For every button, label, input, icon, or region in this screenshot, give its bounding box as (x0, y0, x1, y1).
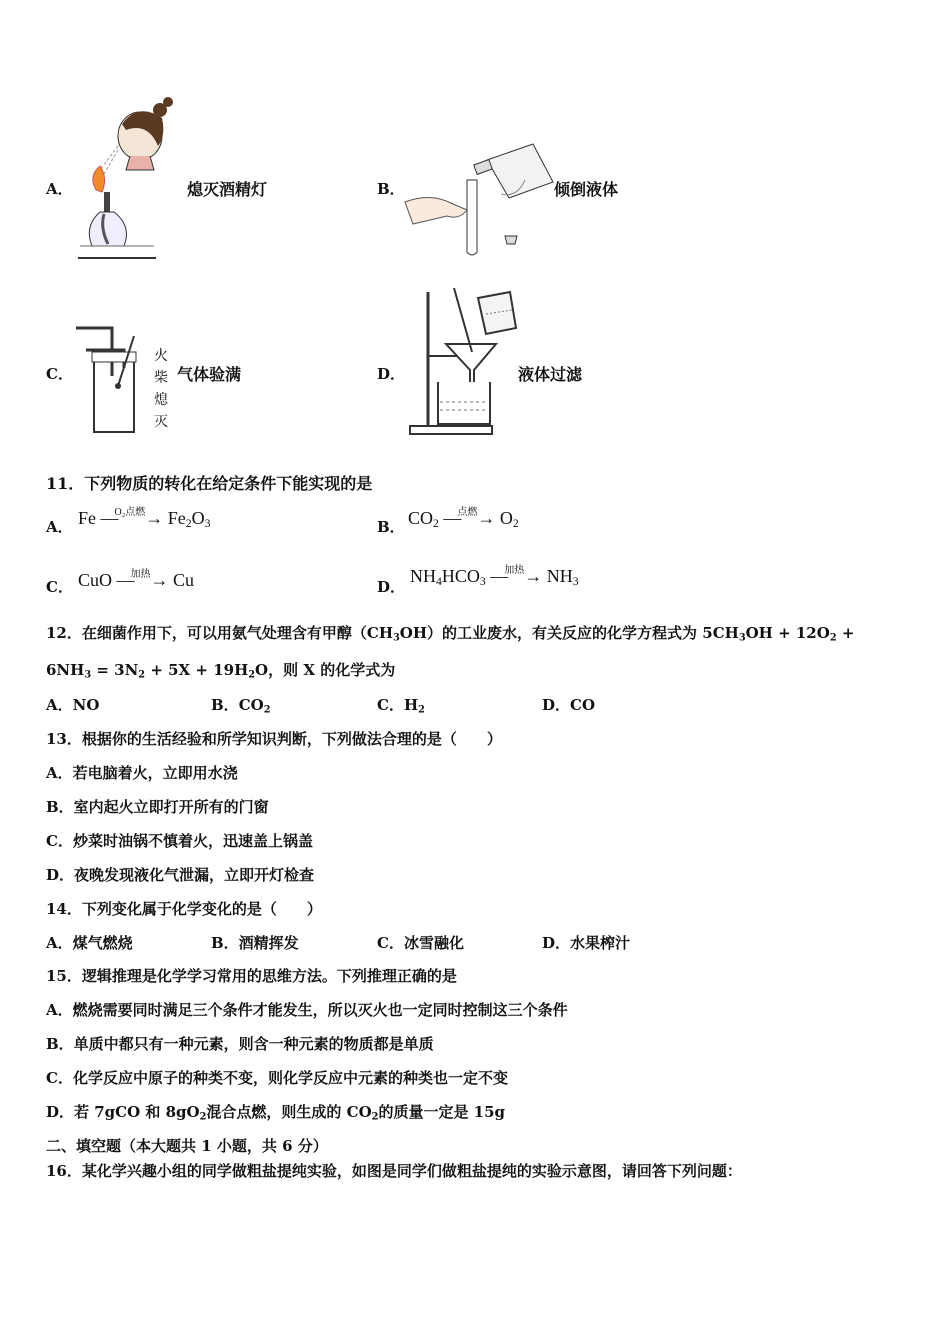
subscript: 2 (418, 704, 425, 716)
text: OH + 12O (745, 624, 830, 642)
subscript: 2 (433, 516, 439, 530)
q12-option-a[interactable] (46, 694, 99, 715)
subscript: 3 (738, 632, 746, 644)
subscript: 4 (436, 574, 442, 588)
q11-option-c-letter[interactable]: C． (46, 578, 73, 596)
subscript: 2 (829, 632, 837, 644)
gas-check-vertical-note (154, 345, 172, 433)
figure-pour-liquid-icon (405, 140, 555, 258)
q11-stem: 11．下列物质的转化在给定条件下能实现的是 (46, 474, 373, 493)
subscript: 2 (512, 516, 519, 530)
q15-option-c[interactable]: C．化学反应中原子的种类不变，则化学反应中元素的种类也一定不变 (46, 1069, 508, 1087)
q15-option-b[interactable]: B．单质中都只有一种元素，则含一种元素的物质都是单质 (46, 1035, 434, 1053)
q11-option-a-formula: Fe —$^{O_2点燃}$→ $Fe_2O_3$ (78, 507, 211, 530)
subscript: 2 (185, 516, 192, 530)
q14-option-c[interactable]: C．冰雪融化 (377, 934, 464, 952)
q14-option-a[interactable]: A．煤气燃烧 (46, 934, 133, 952)
subscript: 2 (199, 1111, 207, 1123)
subscript: 3 (393, 632, 400, 644)
option-text: CO (238, 696, 264, 714)
q15-stem: 15．逻辑推理是化学学习常用的思维方法。下列推理正确的是 (46, 967, 457, 985)
q13-option-b[interactable]: B．室内起火立即打开所有的门窗 (46, 798, 269, 816)
section-heading: 二、填空题（本大题共 1 小题，共 6 分） (46, 1137, 328, 1155)
q14-option-b[interactable]: B．酒精挥发 (211, 934, 299, 952)
q12-option-b[interactable] (211, 694, 271, 715)
option-text: H (403, 696, 419, 714)
q12-option-d[interactable] (542, 694, 595, 715)
subscript: 2 (138, 669, 146, 681)
option-letter: C． (377, 696, 404, 714)
figure-blow-out-lamp-icon (78, 96, 188, 262)
q11-option-c-formula: CuO —$^{加热}$→ Cu (78, 569, 195, 590)
q12-stem-line2 (46, 659, 395, 680)
text: 混合点燃，则生成的 CO (206, 1103, 372, 1121)
q11-option-d-letter[interactable]: D． (377, 578, 406, 596)
q11-option-a-letter[interactable]: A． (46, 518, 73, 536)
text: + (836, 624, 855, 642)
q10-option-c-letter[interactable]: C． (46, 365, 73, 383)
reaction-condition: 加热 (130, 569, 151, 580)
reactant: CuO (78, 570, 113, 590)
text: 6NH (46, 661, 85, 679)
subscript: 3 (572, 574, 579, 588)
subscript: 2 (371, 1111, 379, 1123)
product: Cu (173, 570, 195, 590)
option-text: CO (570, 696, 596, 714)
text: 的质量一定是 15g (378, 1103, 506, 1121)
text: O，则 X 的化学式为 (255, 661, 396, 679)
subscript: 3 (204, 516, 211, 530)
vertical-note-char: 柴 (154, 370, 168, 386)
reactant: CO (408, 508, 434, 528)
q12-option-c[interactable] (377, 694, 425, 715)
option-text: NO (72, 696, 100, 714)
reaction-condition: O₂点燃 (114, 507, 146, 518)
q10-option-a-caption: 熄灭酒精灯 (187, 180, 268, 199)
reactant: HCO (441, 566, 480, 586)
reaction-condition: 点燃 (457, 507, 478, 518)
reaction-condition: 加热 (504, 565, 525, 576)
option-letter: B． (211, 696, 239, 714)
q13-option-c[interactable]: C．炒菜时油锅不慎着火，迅速盖上锅盖 (46, 832, 313, 850)
text: 12．在细菌作用下，可以用氨气处理含有甲醇（CH (46, 624, 393, 642)
q10-option-b-letter[interactable]: B． (377, 180, 405, 198)
q13-option-d[interactable]: D．夜晚发现液化气泄漏，立即开灯检查 (46, 866, 315, 884)
option-letter: A． (46, 696, 73, 714)
subscript: 2 (263, 704, 271, 716)
q15-option-d[interactable] (46, 1101, 505, 1122)
reactant: Fe (78, 508, 96, 528)
subscript: 2 (248, 669, 256, 681)
text: D．若 7gCO 和 8gO (46, 1103, 200, 1121)
q13-option-a[interactable]: A．若电脑着火，立即用水浇 (46, 764, 238, 782)
subscript: 3 (479, 574, 486, 588)
product: O (499, 508, 513, 528)
text: + 5X + 19H (145, 661, 249, 679)
q10-option-d-letter[interactable]: D． (377, 365, 406, 383)
q13-stem: 13．根据你的生活经验和所学知识判断，下列做法合理的是（ ） (46, 730, 502, 748)
q16-stem: 16．某化学兴趣小组的同学做粗盐提纯实验，如图是同学们做粗盐提纯的实验示意图，请回答下列问题： (46, 1162, 742, 1180)
q10-option-d-caption: 液体过滤 (518, 365, 583, 384)
option-letter: D． (542, 696, 571, 714)
subscript: 3 (84, 669, 92, 681)
q10-option-b-caption: 倾倒液体 (554, 180, 619, 199)
q10-option-a-letter[interactable]: A． (46, 180, 73, 198)
q11-option-b-letter[interactable]: B． (377, 518, 405, 536)
q15-option-a[interactable]: A．燃烧需要同时满足三个条件才能发生，所以灭火也一定同时控制这三个条件 (46, 1001, 568, 1019)
product: O (191, 508, 205, 528)
reactant: NH (410, 566, 436, 586)
q14-stem: 14．下列变化属于化学变化的是（ ） (46, 900, 322, 918)
text: OH）的工业废水，有关反应的化学方程式为 5CH (399, 624, 739, 642)
product: NH (546, 566, 573, 586)
q11-option-b-formula: $CO_2$ —$^{点燃}$→ $O_2$ (408, 507, 519, 530)
product: Fe (167, 508, 186, 528)
text: = 3N (91, 661, 139, 679)
q10-option-c-caption: 气体验满 (177, 365, 242, 384)
figure-filtration-icon (408, 288, 520, 436)
figure-gas-check-icon (76, 322, 156, 436)
q12-stem-line1 (46, 622, 854, 643)
q11-option-d-formula: $NH_4HCO_3$ —$^{加热}$→ $NH_3$ (410, 565, 579, 588)
vertical-note-char: 熄 (154, 392, 168, 408)
vertical-note-char: 灭 (154, 414, 168, 430)
vertical-note-char: 火 (154, 348, 168, 364)
q14-option-d[interactable]: D．水果榨汁 (542, 934, 631, 952)
